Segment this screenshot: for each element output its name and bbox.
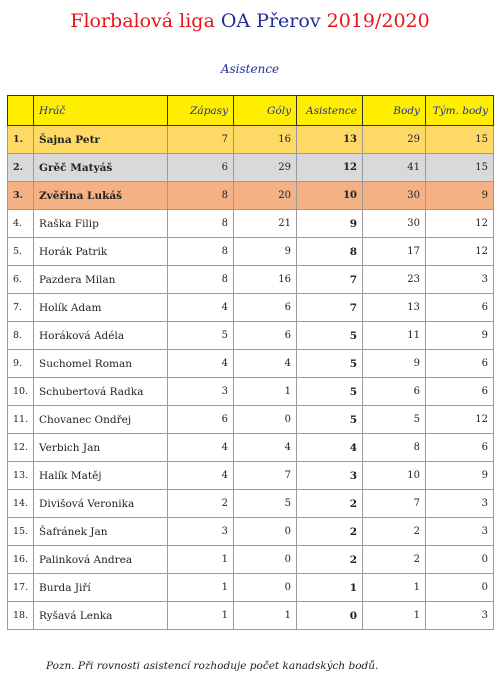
table-row: [8, 602, 494, 630]
cell-matches: 8: [168, 266, 234, 294]
cell-points: 7: [363, 490, 426, 518]
cell-player: Halík Matěj: [34, 462, 168, 490]
cell-goals: 16: [234, 266, 297, 294]
cell-points: 9: [363, 350, 426, 378]
cell-points: 6: [363, 378, 426, 406]
cell-assists: 9: [297, 210, 363, 238]
cell-rank: 13.: [8, 462, 34, 490]
cell-assists: 0: [297, 602, 363, 630]
cell-rank: 10.: [8, 378, 34, 406]
cell-goals: 7: [234, 462, 297, 490]
cell-rank: 18.: [8, 602, 34, 630]
cell-assists: 1: [297, 574, 363, 602]
cell-team-points: 6: [426, 378, 494, 406]
cell-player: Palinková Andrea: [34, 546, 168, 574]
cell-matches: 1: [168, 574, 234, 602]
cell-goals: 29: [234, 154, 297, 182]
table-row: [8, 434, 494, 462]
cell-points: 10: [363, 462, 426, 490]
table-row: [8, 126, 494, 154]
title-school: OA Přerov: [220, 10, 321, 32]
cell-player: Pazdera Milan: [34, 266, 168, 294]
cell-matches: 1: [168, 602, 234, 630]
cell-points: 30: [363, 210, 426, 238]
cell-team-points: 6: [426, 350, 494, 378]
cell-assists: 13: [297, 126, 363, 154]
cell-matches: 4: [168, 350, 234, 378]
cell-team-points: 9: [426, 182, 494, 210]
cell-assists: 5: [297, 322, 363, 350]
cell-rank: 6.: [8, 266, 34, 294]
cell-rank: 4.: [8, 210, 34, 238]
cell-points: 2: [363, 518, 426, 546]
cell-points: 30: [363, 182, 426, 210]
table-header-row: [8, 96, 494, 126]
cell-points: 2: [363, 546, 426, 574]
cell-player: Suchomel Roman: [34, 350, 168, 378]
cell-rank: 17.: [8, 574, 34, 602]
cell-player: Divišová Veronika: [34, 490, 168, 518]
cell-player: Verbich Jan: [34, 434, 168, 462]
header-player: Hráč: [34, 96, 168, 126]
table-row: [8, 518, 494, 546]
cell-matches: 4: [168, 462, 234, 490]
table-row: [8, 378, 494, 406]
cell-matches: 7: [168, 126, 234, 154]
footnote: Pozn. Při rovnosti asistencí rozhoduje počet kanadských bodů.: [46, 660, 379, 672]
cell-goals: 4: [234, 350, 297, 378]
cell-goals: 5: [234, 490, 297, 518]
cell-team-points: 12: [426, 210, 494, 238]
cell-team-points: 3: [426, 490, 494, 518]
cell-rank: 15.: [8, 518, 34, 546]
cell-assists: 5: [297, 378, 363, 406]
table-row: [8, 322, 494, 350]
cell-assists: 5: [297, 406, 363, 434]
cell-player: Holík Adam: [34, 294, 168, 322]
cell-matches: 6: [168, 406, 234, 434]
cell-matches: 8: [168, 182, 234, 210]
cell-points: 13: [363, 294, 426, 322]
cell-points: 8: [363, 434, 426, 462]
page-title: [0, 10, 500, 32]
cell-team-points: 15: [426, 126, 494, 154]
table-row: [8, 182, 494, 210]
cell-team-points: 9: [426, 322, 494, 350]
cell-player: Ryšavá Lenka: [34, 602, 168, 630]
cell-matches: 2: [168, 490, 234, 518]
cell-assists: 10: [297, 182, 363, 210]
table-row: [8, 574, 494, 602]
header-rank: [8, 96, 34, 126]
table-row: [8, 462, 494, 490]
cell-assists: 5: [297, 350, 363, 378]
cell-goals: 0: [234, 574, 297, 602]
header-matches: Zápasy: [168, 96, 234, 126]
cell-matches: 4: [168, 294, 234, 322]
table-row: [8, 490, 494, 518]
cell-player: Šafránek Jan: [34, 518, 168, 546]
cell-matches: 8: [168, 238, 234, 266]
table-row: [8, 210, 494, 238]
cell-team-points: 3: [426, 518, 494, 546]
table-row: [8, 350, 494, 378]
cell-team-points: 6: [426, 434, 494, 462]
cell-assists: 2: [297, 518, 363, 546]
cell-player: Horáková Adéla: [34, 322, 168, 350]
table-row: [8, 294, 494, 322]
cell-assists: 3: [297, 462, 363, 490]
cell-points: 1: [363, 602, 426, 630]
title-season: 2019/2020: [320, 10, 430, 32]
cell-player: Chovanec Ondřej: [34, 406, 168, 434]
table-subtitle: Asistence: [220, 62, 280, 76]
cell-rank: 12.: [8, 434, 34, 462]
cell-team-points: 6: [426, 294, 494, 322]
cell-team-points: 9: [426, 462, 494, 490]
cell-team-points: 0: [426, 546, 494, 574]
cell-assists: 8: [297, 238, 363, 266]
cell-team-points: 12: [426, 406, 494, 434]
cell-player: Grěč Matyáš: [34, 154, 168, 182]
cell-assists: 2: [297, 546, 363, 574]
cell-player: Raška Filip: [34, 210, 168, 238]
cell-points: 23: [363, 266, 426, 294]
cell-player: Burda Jiří: [34, 574, 168, 602]
cell-goals: 20: [234, 182, 297, 210]
cell-matches: 3: [168, 378, 234, 406]
cell-matches: 6: [168, 154, 234, 182]
cell-matches: 8: [168, 210, 234, 238]
cell-rank: 1.: [8, 126, 34, 154]
cell-matches: 4: [168, 434, 234, 462]
cell-points: 1: [363, 574, 426, 602]
cell-points: 11: [363, 322, 426, 350]
assists-table: [7, 95, 494, 630]
cell-goals: 0: [234, 546, 297, 574]
table-row: [8, 546, 494, 574]
cell-points: 29: [363, 126, 426, 154]
cell-goals: 0: [234, 518, 297, 546]
cell-rank: 16.: [8, 546, 34, 574]
cell-team-points: 3: [426, 266, 494, 294]
cell-goals: 4: [234, 434, 297, 462]
header-assists: Asistence: [297, 96, 363, 126]
cell-assists: 7: [297, 294, 363, 322]
cell-assists: 7: [297, 266, 363, 294]
cell-rank: 9.: [8, 350, 34, 378]
cell-team-points: 0: [426, 574, 494, 602]
cell-team-points: 12: [426, 238, 494, 266]
header-points: Body: [363, 96, 426, 126]
cell-rank: 11.: [8, 406, 34, 434]
table-row: [8, 266, 494, 294]
cell-goals: 0: [234, 406, 297, 434]
cell-rank: 3.: [8, 182, 34, 210]
cell-team-points: 3: [426, 602, 494, 630]
cell-points: 41: [363, 154, 426, 182]
cell-rank: 8.: [8, 322, 34, 350]
cell-team-points: 15: [426, 154, 494, 182]
cell-goals: 9: [234, 238, 297, 266]
cell-assists: 2: [297, 490, 363, 518]
cell-player: Šajna Petr: [34, 126, 168, 154]
cell-goals: 1: [234, 378, 297, 406]
cell-matches: 3: [168, 518, 234, 546]
cell-player: Zvěřina Lukáš: [34, 182, 168, 210]
table-row: [8, 406, 494, 434]
cell-matches: 1: [168, 546, 234, 574]
cell-points: 5: [363, 406, 426, 434]
cell-rank: 5.: [8, 238, 34, 266]
cell-points: 17: [363, 238, 426, 266]
cell-matches: 5: [168, 322, 234, 350]
table-row: [8, 154, 494, 182]
cell-rank: 2.: [8, 154, 34, 182]
title-league: Florbalová liga: [70, 10, 221, 32]
cell-assists: 12: [297, 154, 363, 182]
cell-goals: 1: [234, 602, 297, 630]
cell-goals: 16: [234, 126, 297, 154]
cell-rank: 14.: [8, 490, 34, 518]
cell-goals: 21: [234, 210, 297, 238]
header-goals: Góly: [234, 96, 297, 126]
cell-goals: 6: [234, 294, 297, 322]
cell-goals: 6: [234, 322, 297, 350]
cell-player: Schubertová Radka: [34, 378, 168, 406]
cell-player: Horák Patrik: [34, 238, 168, 266]
header-team-points: Tým. body: [426, 96, 494, 126]
cell-assists: 4: [297, 434, 363, 462]
table-row: [8, 238, 494, 266]
cell-rank: 7.: [8, 294, 34, 322]
